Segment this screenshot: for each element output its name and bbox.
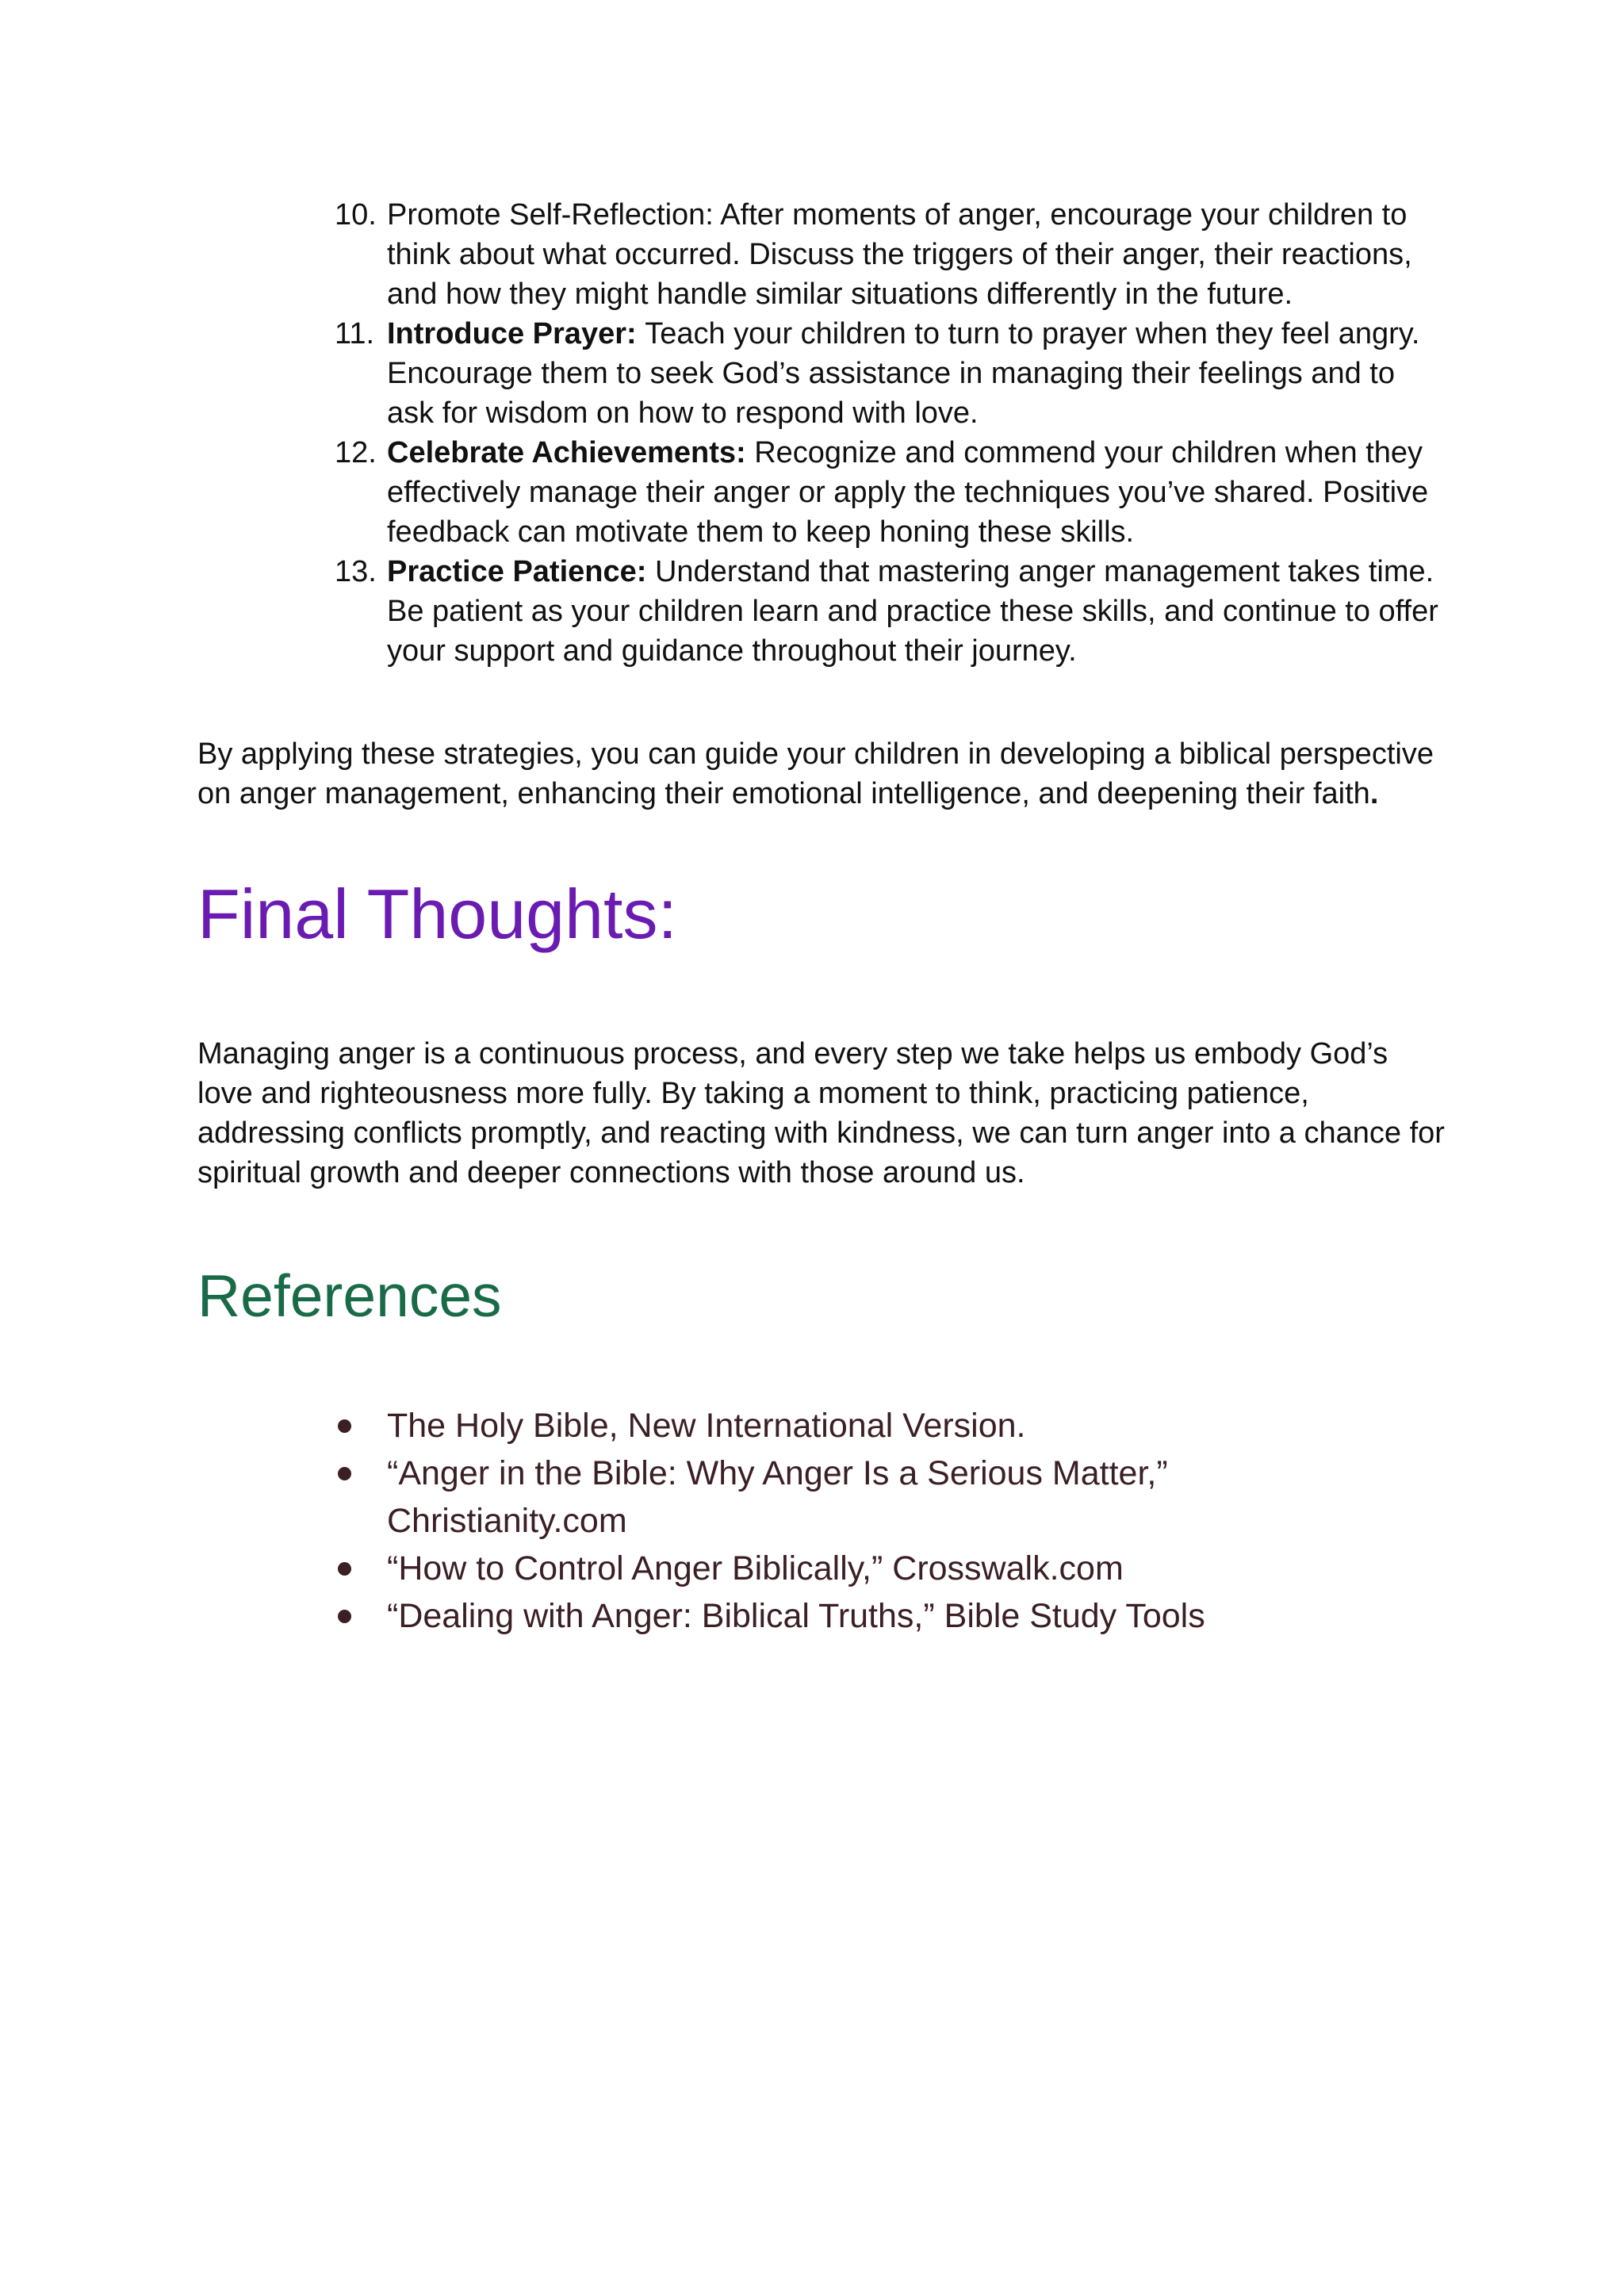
list-item-text: Recognize and commend your children when they effectively manage their anger or apply the techniques you’ve shared. Positive feedback can motivate them to keep honing these skills. [387, 436, 1429, 549]
reference-item [335, 1402, 1365, 1450]
bullet-icon [338, 1562, 351, 1576]
list-number: 13. [335, 555, 377, 588]
list-number: 11. [335, 317, 375, 350]
reference-item [335, 1592, 1365, 1640]
reference-text: “Anger in the Bible: Why Anger Is a Serious Matter,” Christianity.com [387, 1454, 1168, 1540]
final-thoughts-heading: Final Thoughts: [197, 875, 677, 953]
bullet-icon [338, 1610, 351, 1623]
bullet-icon [338, 1467, 351, 1480]
list-item [335, 552, 1445, 671]
list-item-text: Teach your children to turn to prayer when they feel angry. Encourage them to seek God’s assistance in managing their feelings and to ask for wisdom on how to respond with love. [387, 317, 1420, 430]
strategies-paragraph [197, 734, 1450, 814]
strategies-paragraph-text: By applying these strategies, you can guide your children in developing a biblical perspective on anger management, enhancing their emotional intelligence, and deepening their faith [197, 737, 1434, 810]
references-heading: References [197, 1262, 502, 1329]
list-number: 10. [335, 198, 377, 232]
list-item [335, 195, 1445, 314]
list-item-title: Practice Patience: [387, 555, 655, 588]
bullet-icon [338, 1419, 351, 1433]
list-item-text: Understand that mastering anger management takes time. Be patient as your children learn and practice these skills, and continue to offer your support and guidance throughout their journey. [387, 555, 1438, 668]
reference-text: “How to Control Anger Biblically,” Crosswalk.com [387, 1549, 1124, 1587]
list-item [335, 314, 1445, 433]
reference-item [335, 1450, 1365, 1545]
reference-item [335, 1545, 1365, 1592]
list-item-text: Promote Self-Reflection: After moments of anger, encourage your children to think about what occurred. Discuss the triggers of their anger, their reactions, and how they might handle similar situations differently in the future. [387, 198, 1412, 311]
list-item-title: Introduce Prayer: [387, 317, 645, 350]
list-item-title: Celebrate Achievements: [387, 436, 755, 469]
final-thoughts-paragraph: Managing anger is a continuous process, and every step we take helps us embody God’s love and righteousness more fully. By taking a moment to think, practicing patience, addressing conflicts promptly, and reacting with kindness, we can turn anger into a chance for spiritual growth and deeper connections with those around us. [197, 1037, 1445, 1189]
list-item [335, 433, 1445, 552]
strategies-paragraph-period: . [1369, 777, 1379, 810]
reference-text: The Holy Bible, New International Version. [387, 1407, 1026, 1445]
references-list [335, 1402, 1365, 1640]
numbered-list [335, 195, 1445, 671]
list-number: 12. [335, 436, 377, 469]
reference-text: “Dealing with Anger: Biblical Truths,” Bible Study Tools [387, 1597, 1205, 1635]
